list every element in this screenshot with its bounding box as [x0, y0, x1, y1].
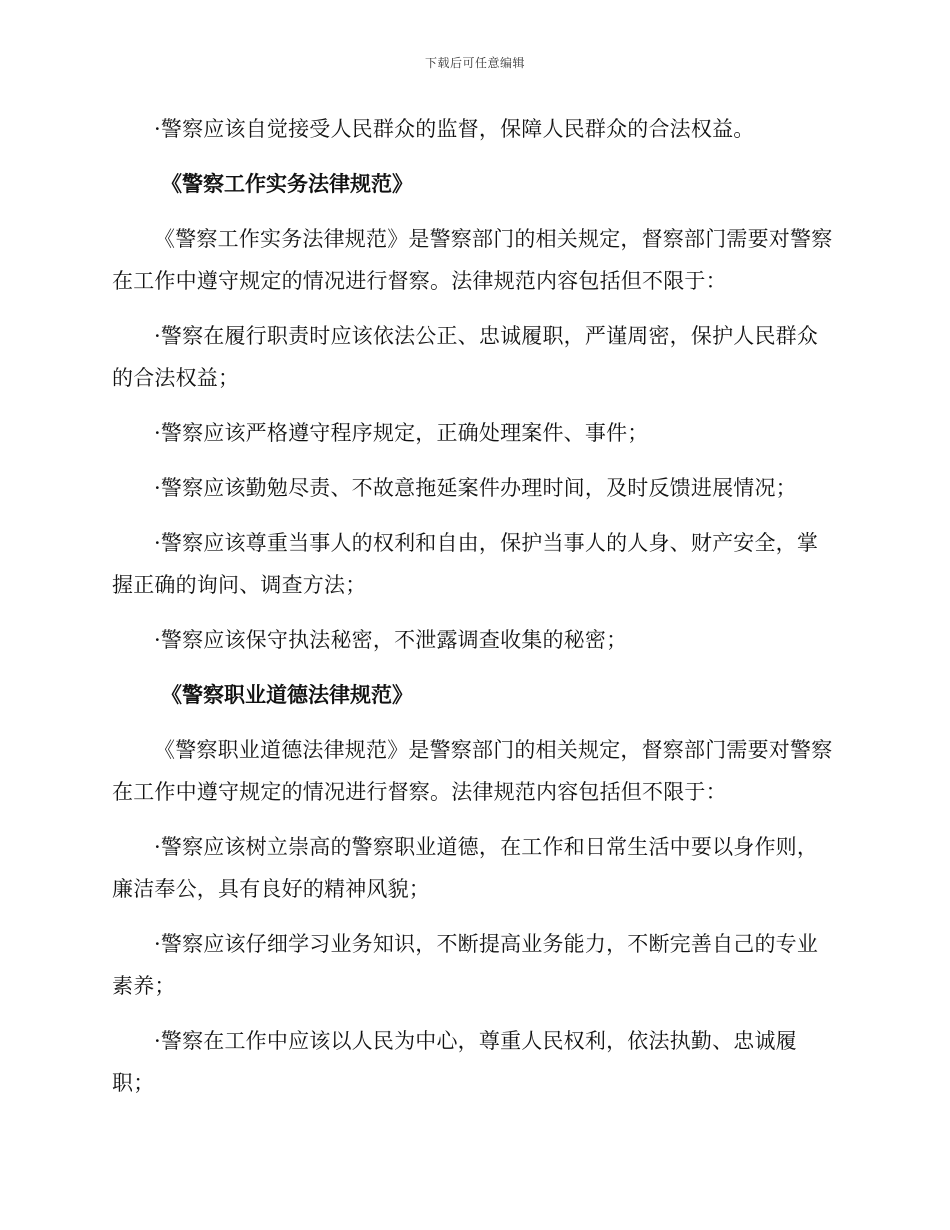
bullet-paragraph: ·警察在履行职责时应该依法公正、忠诚履职，严谨周密，保护人民群众的合法权益；	[112, 324, 819, 390]
bullet-paragraph: ·警察应该勤勉尽责、不故意拖延案件办理时间，及时反馈进展情况；	[154, 476, 797, 500]
bullet-paragraph: ·警察应该严格遵守程序规定，正确处理案件、事件；	[154, 421, 649, 445]
body-paragraph: 《警察工作实务法律规范》是警察部门的相关规定，督察部门需要对警察在工作中遵守规定的情况进行督察。法律规范内容包括但不限于：	[112, 227, 833, 293]
document-body	[112, 108, 838, 1104]
bullet-paragraph: ·警察应该保守执法秘密，不泄露调查收集的秘密；	[154, 628, 628, 652]
section-heading: 《警察职业道德法律规范》	[161, 683, 413, 707]
page-header: 下载后可任意编辑	[424, 56, 525, 70]
bullet-paragraph: ·警察应该树立崇高的警察职业道德，在工作和日常生活中要以身作则，廉洁奉公，具有良好的精神风貌；	[112, 835, 819, 901]
bullet-paragraph: ·警察应该仔细学习业务知识，不断提高业务能力，不断完善自己的专业素养；	[112, 932, 819, 998]
bullet-paragraph: ·警察应该自觉接受人民群众的监督，保障人民群众的合法权益。	[154, 117, 755, 141]
bullet-paragraph: ·警察在工作中应该以人民为中心，尊重人民权利，依法执勤、忠诚履职；	[112, 1029, 797, 1095]
bullet-paragraph: ·警察应该尊重当事人的权利和自由，保护当事人的人身、财产安全，掌握正确的询问、调查方法；	[112, 531, 819, 597]
body-paragraph: 《警察职业道德法律规范》是警察部门的相关规定，督察部门需要对警察在工作中遵守规定的情况进行督察。法律规范内容包括但不限于：	[112, 738, 833, 804]
section-heading: 《警察工作实务法律规范》	[161, 172, 413, 196]
